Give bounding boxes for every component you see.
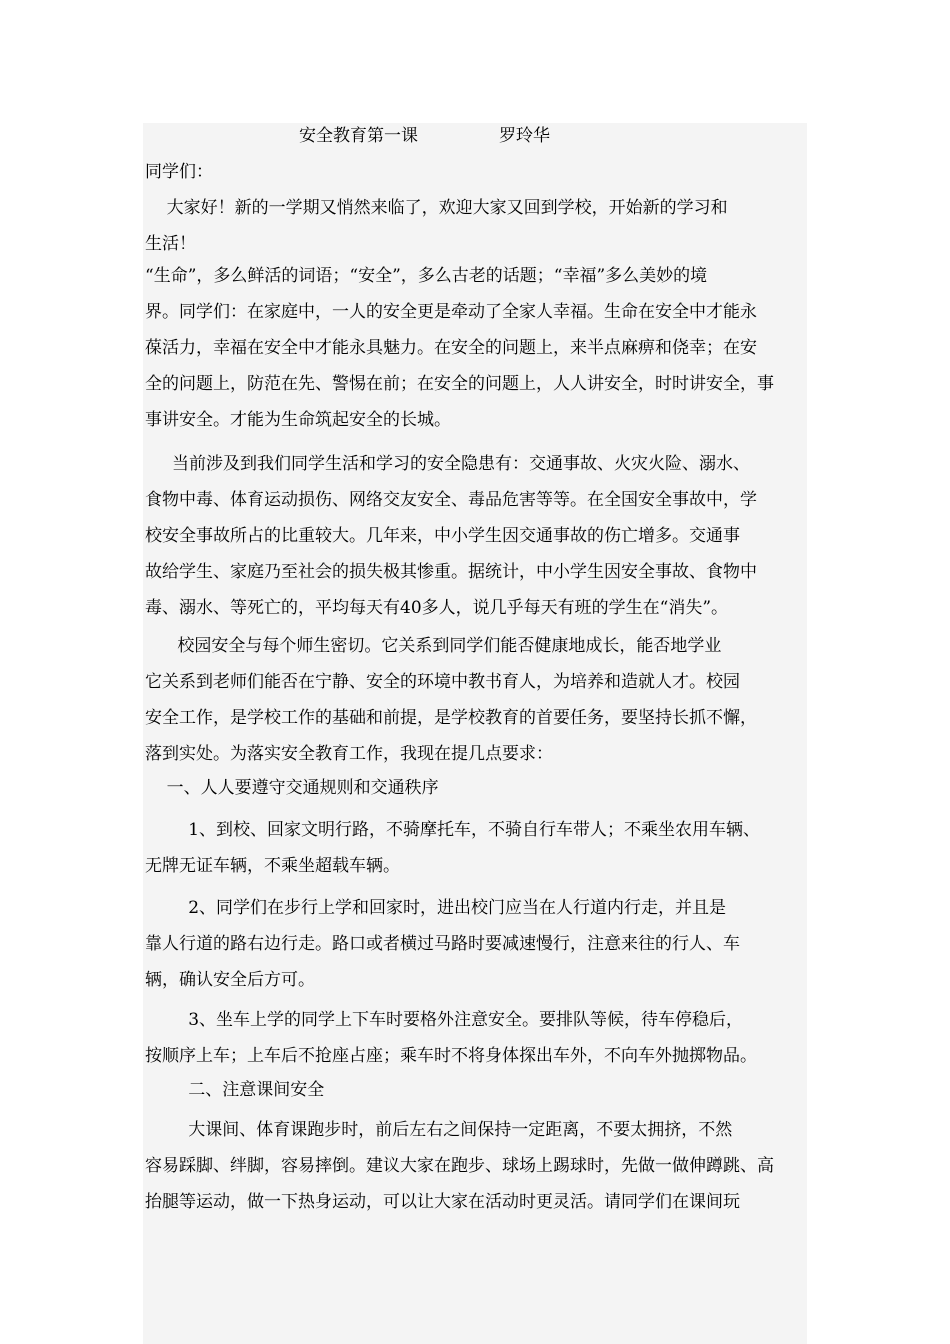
text-line: 故给学生、家庭乃至社会的损失极其惨重。据统计，中小学生因安全事故、食物中 [145,562,757,582]
text-line: 葆活力，幸福在安全中才能永具魅力。在安全的问题上，来半点麻痹和侥幸；在安 [145,338,757,358]
text-line: 校安全事故所占的比重较大。几年来，中小学生因交通事故的伤亡增多。交通事 [145,526,740,546]
text-line: 抬腿等运动，做一下热身运动，可以让大家在活动时更灵活。请同学们在课间玩 [145,1192,740,1212]
text-line: “生命”，多么鲜活的词语；“安全”，多么古老的话题；“幸福”多么美妙的境 [145,266,708,286]
text-line: 校园安全与每个师生密切。它关系到同学们能否健康地成长，能否地学业 [145,636,722,656]
document-title: 安全教育第一课 [299,126,418,146]
text-line: 按顺序上车；上车后不抢座占座；乘车时不将身体探出车外，不向车外抛掷物品。 [145,1046,757,1066]
text-line: 3、坐车上学的同学上下车时要格外注意安全。要排队等候，待车停稳后， [145,1010,744,1030]
text-line: 生活！ [145,234,196,254]
text-line: 无牌无证车辆，不乘坐超载车辆。 [145,856,400,876]
text-line: 事讲安全。才能为生命筑起安全的长城。 [145,410,451,430]
text-line: 大课间、体育课跑步时，前后左右之间保持一定距离，不要太拥挤，不然 [145,1120,733,1140]
text-line: 一、人人要遵守交通规则和交通秩序 [145,778,439,798]
text-line: 1、到校、回家文明行路，不骑摩托车，不骑自行车带人；不乘坐农用车辆、 [145,820,761,840]
text-line: 容易踩脚、绊脚，容易摔倒。建议大家在跑步、球场上踢球时，先做一做伸蹲跳、高 [145,1156,774,1176]
text-line: 靠人行道的路右边行走。路口或者横过马路时要减速慢行，注意来往的行人、车 [145,934,740,954]
text-line: 落到实处。为落实安全教育工作，我现在提几点要求： [145,744,553,764]
text-line: 食物中毒、体育运动损伤、网络交友安全、毒品危害等等。在全国安全事故中，学 [145,490,757,510]
text-line: 大家好！新的一学期又悄然来临了，欢迎大家又回到学校，开始新的学习和 [145,198,728,218]
text-line: 界。同学们：在家庭中，一人的安全更是牵动了全家人幸福。生命在安全中才能永 [145,302,757,322]
greeting-line: 同学们： [145,162,213,182]
document-author: 罗玲华 [499,126,550,146]
text-line: 2、同学们在步行上学和回家时，进出校门应当在人行道内行走，并且是 [145,898,727,918]
text-line: 辆，确认安全后方可。 [145,970,315,990]
text-line: 毒、溺水、等死亡的，平均每天有40多人，说几乎每天有班的学生在“消失”。 [145,598,729,618]
text-line: 全的问题上，防范在先、警惕在前；在安全的问题上，人人讲安全，时时讲安全，事 [145,374,774,394]
text-line: 安全工作，是学校工作的基础和前提，是学校教育的首要任务，要坚持长抓不懈， [145,708,757,728]
text-line: 它关系到老师们能否在宁静、安全的环境中教书育人，为培养和造就人才。校园 [145,672,740,692]
text-line: 二、注意课间安全 [145,1080,325,1100]
text-line: 当前涉及到我们同学生活和学习的安全隐患有：交通事故、火灾火险、溺水、 [145,454,751,474]
